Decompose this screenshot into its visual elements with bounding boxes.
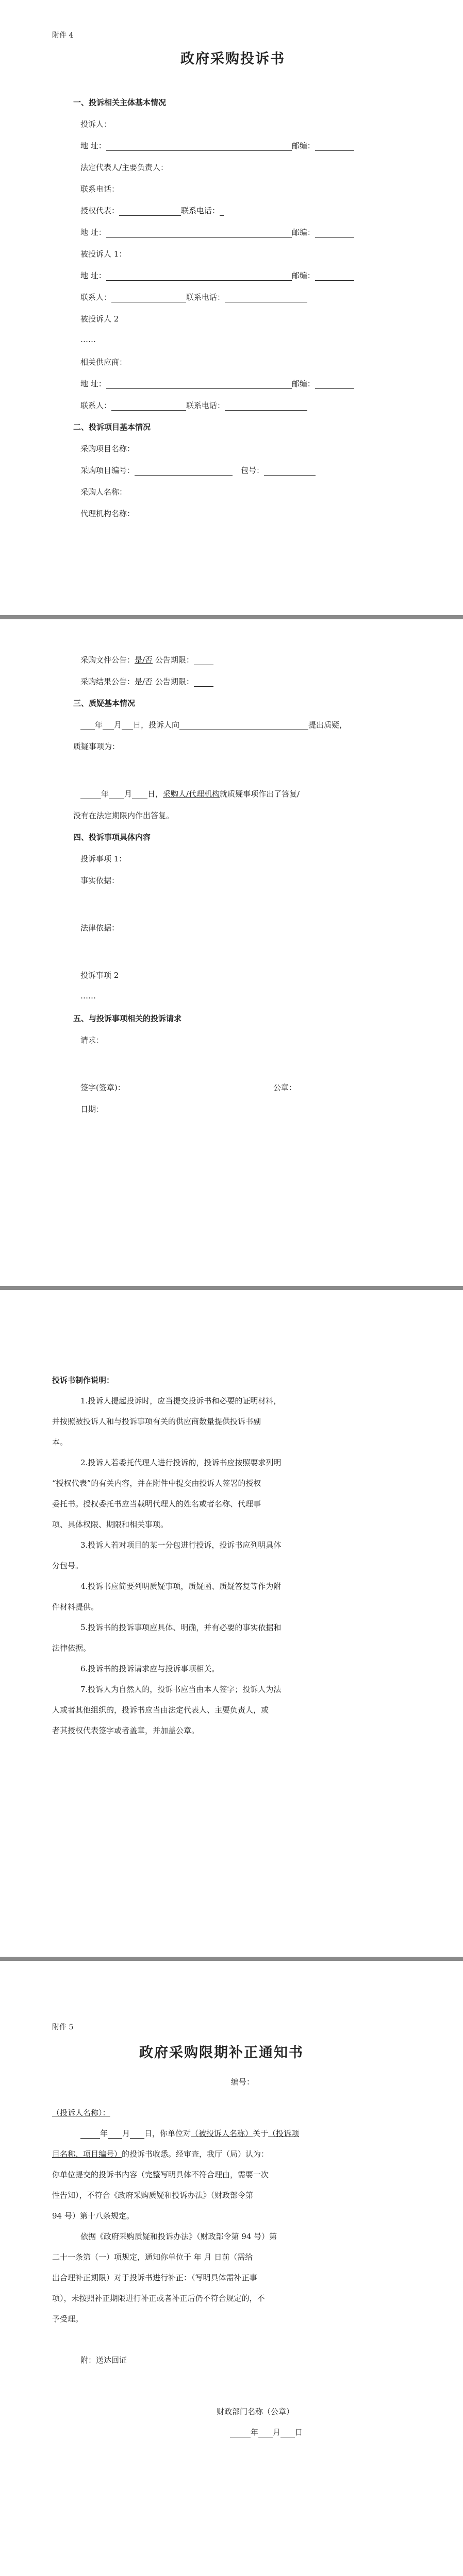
postcode-label: 邮编：	[291, 141, 315, 150]
number-row	[231, 2076, 270, 2087]
notice-para-1-line-2	[52, 2148, 269, 2159]
page-title: 政府采购投诉书	[180, 51, 285, 67]
day-blank	[130, 2130, 144, 2139]
address-label: 地 址：	[80, 379, 106, 388]
period-blank	[194, 678, 213, 687]
project-placeholder-cont: 目名称、项目编号）	[52, 2149, 122, 2159]
question-date-row	[80, 719, 347, 730]
day-blank	[122, 721, 133, 730]
note-line: 法律依据。	[52, 1643, 91, 1653]
year-blank	[80, 721, 95, 730]
project-no-label: 采购项目编号：	[80, 466, 135, 475]
contact-person-label: 联系人：	[80, 401, 112, 410]
postcode-label: 邮编：	[291, 379, 315, 388]
note-line: 并按照被投诉人和与投诉事项有关的供应商数量提供投诉书副	[52, 1417, 261, 1426]
address-blank	[106, 229, 292, 238]
signature-label: 签字(签章)：	[80, 1083, 125, 1092]
contact-phone-label: 联系电话：	[186, 401, 225, 410]
month-blank	[103, 721, 114, 730]
notice-para-2-line-5: 予受理。	[52, 2314, 84, 2324]
period-blank	[194, 656, 213, 665]
yes-no-option: 是/否	[135, 655, 153, 665]
yes-no-option: 是/否	[135, 677, 153, 686]
notice-para-1-line-5: 94 号）第十八条规定。	[52, 2211, 134, 2221]
day-label: 日，	[147, 789, 163, 799]
note-line: 者其授权代表签字或者盖章，并加盖公章。	[52, 1726, 200, 1735]
postcode-label: 邮编：	[291, 228, 315, 237]
notice-para-1-line-4: 性告知），不符合《政府采购质疑和投诉办法》（财政部令第	[52, 2191, 254, 2200]
postcode-blank	[315, 229, 354, 238]
contact-person-label: 联系人：	[80, 293, 112, 302]
postcode-label: 邮编：	[291, 271, 315, 280]
address-row-4	[80, 378, 354, 389]
number-blank	[254, 2079, 270, 2087]
reply-row	[80, 788, 300, 799]
address-label: 地 址：	[80, 228, 106, 237]
ellipsis: ……	[80, 335, 96, 344]
auth-rep-row	[80, 205, 224, 216]
note-line: 7.投诉人为自然人的，投诉书应当由本人签字；投诉人为法	[80, 1685, 282, 1694]
address-row	[80, 140, 354, 151]
doc-notice-label: 采购文件公告：	[80, 655, 135, 665]
related-supplier-label: 相关供应商：	[80, 358, 127, 367]
month-label: 月	[114, 720, 122, 730]
instructions-heading: 投诉书制作说明：	[52, 1376, 114, 1385]
note-line: 分包号。	[52, 1561, 84, 1570]
complaint-item-1: 投诉事项 1：	[80, 854, 127, 863]
notice-para-2-line-3: 出合理补正期限）对于投诉书进行补正：（写明具体需补正事	[52, 2273, 257, 2282]
respondent-name-placeholder: （被投诉人名称）	[191, 2129, 253, 2138]
address-row-2	[80, 227, 354, 238]
seal-label: 公章：	[273, 1083, 297, 1092]
month-blank	[108, 2130, 122, 2139]
facts-label: 事实依据：	[80, 876, 120, 885]
contact-person-blank	[111, 402, 186, 411]
notice-period-label: 公告期限：	[153, 677, 194, 686]
month-label: 月	[122, 2129, 130, 2138]
contact-phone-label: 联系电话：	[186, 293, 225, 302]
result-notice-row	[80, 676, 213, 687]
department-seal: 财政部门名称（公章）	[217, 2407, 294, 2416]
address-blank	[106, 380, 292, 389]
note-line: 本。	[52, 1437, 68, 1447]
request-label: 请求：	[80, 1036, 104, 1045]
contact-phone-label: 联系电话：	[80, 184, 120, 194]
legal-basis-label: 法律依据：	[80, 923, 120, 933]
notice-para-2-line-2: 二十一条第（一）项规定，通知你单位于 年 月 日前（需给	[52, 2252, 253, 2262]
note-line: 5.投诉书的投诉事项应具体、明确，并有必要的事实依据和	[80, 1623, 282, 1632]
legal-rep-label: 法定代表人/主要负责人：	[80, 163, 169, 172]
address-label: 地 址：	[80, 141, 106, 150]
attachment-label: 附件 5	[52, 2023, 74, 2031]
page-2	[0, 619, 463, 1286]
note-line: 1.投诉人提起投诉时，应当提交投诉书和必要的证明材料，	[80, 1396, 282, 1405]
phone-blank	[225, 294, 307, 302]
note-line: 6.投诉书的投诉请求应与投诉事项相关。	[80, 1664, 220, 1673]
note-line: 件材料提供。	[52, 1602, 99, 1612]
number-label: 编号：	[231, 2077, 255, 2087]
question-text: 日，投诉人向	[133, 720, 180, 730]
page-4	[0, 1961, 463, 2576]
para-text: 日，你单位对	[144, 2129, 191, 2138]
reply-text: 就质疑事项作出了答复/	[220, 789, 300, 799]
attachment-label: 附件 4	[52, 31, 74, 40]
day-label: 日	[295, 2428, 303, 2437]
page-title: 政府采购限期补正通知书	[139, 2045, 304, 2061]
project-placeholder: （投诉项	[268, 2129, 300, 2138]
respondent-1-label: 被投诉人 1：	[80, 249, 127, 259]
note-line: 4.投诉书应简要列明质疑事项，质疑函、质疑答复等作为附	[80, 1582, 282, 1591]
day-blank	[132, 790, 147, 799]
year-label: 年	[95, 720, 103, 730]
note-line: 项、具体权限、期限和相关事项。	[52, 1520, 169, 1529]
section-heading: 三、质疑基本情况	[73, 699, 136, 708]
notice-para-1-line-3: 你单位提交的投诉书内容（完整写明具体不符合理由，需要一次	[52, 2170, 269, 2179]
section-heading: 二、投诉项目基本情况	[73, 422, 151, 432]
year-blank	[80, 790, 101, 799]
purchaser-label: 采购人名称：	[80, 487, 127, 497]
notice-period-label: 公告期限：	[153, 655, 194, 665]
contact-row-2	[80, 400, 307, 411]
address-row-3	[80, 270, 354, 281]
note-line: 人或者其他组织的，投诉书应当由法定代表人、主要负责人，或	[52, 1705, 269, 1715]
page-1	[0, 0, 463, 615]
auth-rep-blank	[119, 207, 181, 216]
page-3	[0, 1290, 463, 1957]
section-heading: 一、投诉相关主体基本情况	[73, 98, 167, 107]
address-blank	[106, 142, 292, 151]
year-blank	[230, 2429, 251, 2437]
contact-row	[80, 292, 307, 302]
result-notice-label: 采购结果公告：	[80, 677, 135, 686]
question-items-label: 质疑事项为：	[73, 742, 120, 751]
question-end-text: 提出质疑，	[308, 720, 348, 730]
complaint-item-2: 投诉事项 2	[80, 971, 119, 980]
section-heading: 五、与投诉事项相关的投诉请求	[73, 1014, 182, 1023]
package-no-blank	[264, 467, 316, 476]
sign-date-row	[230, 2427, 303, 2437]
notice-para-1-line-1	[80, 2128, 299, 2139]
note-line: 3.投诉人若对项目的某一分包进行投诉，投诉书应列明具体	[80, 1540, 282, 1550]
year-label: 年	[101, 789, 109, 799]
reply-text-2: 没有在法定期限内作出答复。	[73, 811, 174, 820]
address-label: 地 址：	[80, 271, 106, 280]
agent-option: 采购人/代理机构	[163, 789, 220, 799]
month-blank	[109, 790, 124, 799]
postcode-blank	[315, 272, 354, 281]
project-no-row	[80, 465, 316, 476]
contact-person-blank	[111, 294, 186, 302]
postcode-blank	[315, 380, 354, 389]
package-no-label: 包号：	[241, 466, 264, 475]
project-no-blank	[135, 467, 233, 476]
month-blank	[258, 2429, 273, 2437]
attachment-note: 附：送达回证	[80, 2355, 127, 2365]
section-heading: 四、投诉事项具体内容	[73, 833, 151, 842]
notice-para-2-line-4: 项），未按照补正期限进行补正或者补正后仍不符合规定的，不	[52, 2294, 265, 2303]
year-label: 年	[251, 2428, 259, 2437]
ellipsis: ……	[80, 991, 96, 1001]
phone-blank	[225, 402, 307, 411]
addressee: （投诉人名称）：	[52, 2108, 110, 2117]
note-line: 2.投诉人若委托代理人进行投诉的，投诉书应按照要求列明	[80, 1458, 282, 1467]
para-text: 的投诉书收悉。经审查，我厅（局）认为：	[122, 2149, 269, 2159]
auth-rep-label: 授权代表：	[80, 206, 120, 215]
address-blank	[106, 272, 292, 281]
day-blank	[280, 2429, 295, 2437]
notice-para-2-line-1: 依据《政府采购质疑和投诉办法》（财政部令第 94 号）第	[80, 2232, 277, 2241]
party-blank	[179, 721, 308, 730]
postcode-blank	[315, 142, 354, 151]
date-label: 日期：	[80, 1105, 104, 1114]
year-blank	[80, 2130, 100, 2139]
year-label: 年	[100, 2129, 108, 2138]
para-text: 关于	[253, 2129, 269, 2138]
agency-label: 代理机构名称：	[80, 509, 135, 518]
doc-notice-row	[80, 654, 213, 665]
phone-blank	[220, 207, 224, 216]
note-line: “授权代表”的有关内容，并在附件中提交由投诉人签署的授权	[52, 1479, 261, 1488]
project-name-label: 采购项目名称：	[80, 444, 135, 453]
respondent-2-label: 被投诉人 2	[80, 314, 119, 324]
month-label: 月	[273, 2428, 281, 2437]
contact-phone2-label: 联系电话：	[181, 206, 220, 215]
complainant-label: 投诉人：	[80, 120, 112, 129]
note-line: 委托书。授权委托书应当载明代理人的姓名或者名称、代理事	[52, 1499, 261, 1509]
month-label: 月	[124, 789, 133, 799]
